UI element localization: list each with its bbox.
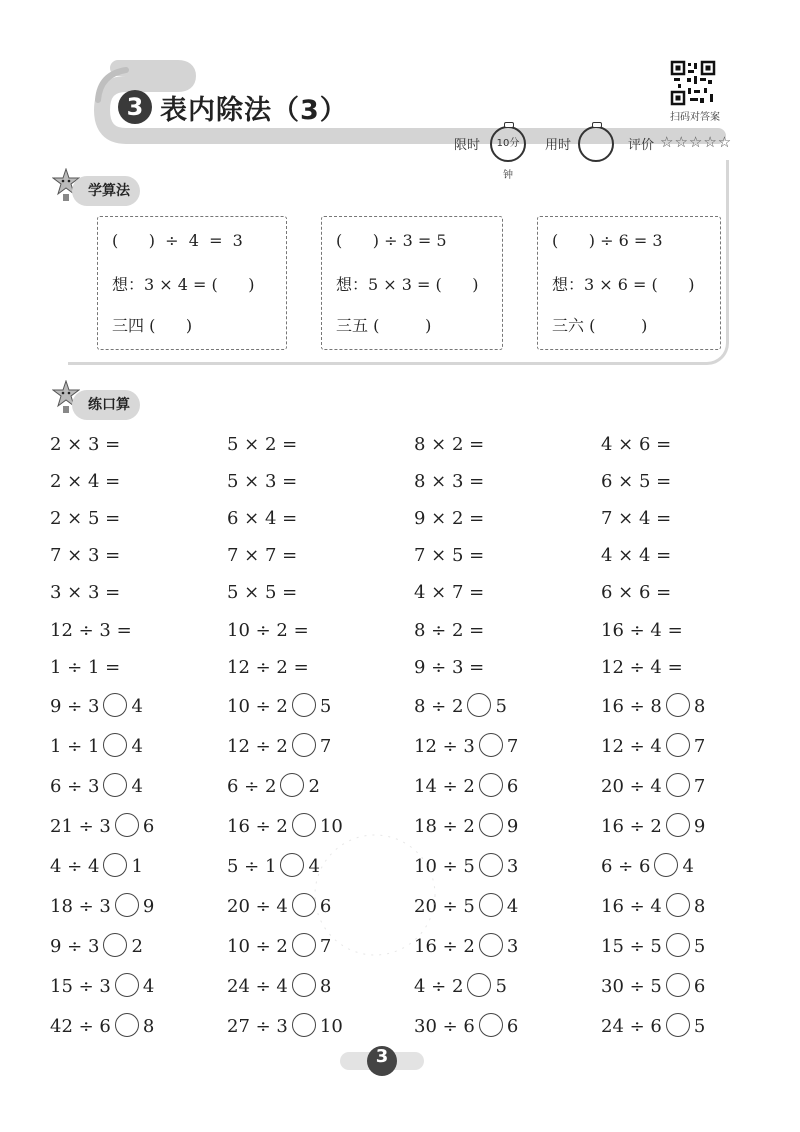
comparison-right: 4 xyxy=(131,776,143,797)
comparison-item xyxy=(50,892,154,922)
comparison-item xyxy=(414,692,507,722)
comparison-right: 4 xyxy=(682,856,694,877)
qr-code-icon[interactable] xyxy=(670,60,716,106)
comparison-right: 4 xyxy=(142,976,155,997)
time-limit-timer-icon xyxy=(490,126,526,181)
comparison-left: 16 ÷ 2 xyxy=(227,816,288,837)
comparison-left: 10 ÷ 2 xyxy=(227,696,288,717)
exercise-item[interactable]: 1 ÷ 1 = xyxy=(50,657,121,678)
comparison-left: 15 ÷ 5 xyxy=(601,936,662,957)
comparison-item xyxy=(227,692,331,722)
exercise-item[interactable]: 9 × 2 = xyxy=(414,508,485,529)
comparison-left: 1 ÷ 1 xyxy=(50,736,100,757)
method-box-3 xyxy=(537,216,721,350)
comparison-item xyxy=(50,732,143,762)
comparison-right: 2 xyxy=(131,936,143,957)
comparison-left: 15 ÷ 3 xyxy=(50,976,111,997)
method-think: 想：3 × 6 = ( ) xyxy=(552,275,695,294)
compare-circle-blank[interactable] xyxy=(280,773,304,797)
exercise-item[interactable]: 10 ÷ 2 = xyxy=(227,620,309,641)
comparison-left: 4 ÷ 4 xyxy=(50,856,100,877)
watermark-stamp xyxy=(300,820,450,970)
comparison-left: 10 ÷ 2 xyxy=(227,936,288,957)
compare-circle-blank[interactable] xyxy=(467,693,491,717)
comparison-right: 8 xyxy=(319,976,332,997)
comparison-item xyxy=(227,772,320,802)
comparison-right: 4 xyxy=(131,736,143,757)
comparison-right: 1 xyxy=(131,856,143,877)
comparison-right: 6 xyxy=(142,816,155,837)
compare-circle-blank[interactable] xyxy=(292,693,316,717)
comparison-right: 5 xyxy=(693,936,706,957)
exercise-item[interactable]: 12 ÷ 2 = xyxy=(227,657,309,678)
time-used-timer-icon[interactable] xyxy=(578,126,614,162)
exercise-item[interactable]: 6 × 4 = xyxy=(227,508,298,529)
comparison-right: 2 xyxy=(308,776,320,797)
comparison-left: 4 ÷ 2 xyxy=(414,976,464,997)
compare-circle-blank[interactable] xyxy=(479,853,503,877)
comparison-item xyxy=(50,1012,154,1042)
comparison-left: 24 ÷ 6 xyxy=(601,1016,662,1037)
compare-circle-blank[interactable] xyxy=(467,973,491,997)
compare-circle-blank[interactable] xyxy=(666,733,690,757)
exercise-item[interactable]: 2 × 3 = xyxy=(50,434,121,455)
comparison-left: 16 ÷ 2 xyxy=(601,816,662,837)
comparison-item xyxy=(50,932,143,962)
comparison-right: 9 xyxy=(693,816,706,837)
compare-circle-blank[interactable] xyxy=(115,1013,139,1037)
exercise-item[interactable]: 8 ÷ 2 = xyxy=(414,620,485,641)
exercise-item[interactable]: 5 × 3 = xyxy=(227,471,298,492)
comparison-right: 5 xyxy=(495,696,507,717)
exercise-item[interactable]: 16 ÷ 4 = xyxy=(601,620,683,641)
exercise-item[interactable]: 4 × 6 = xyxy=(601,434,672,455)
method-rhyme: 三六 ( ) xyxy=(552,316,648,335)
comparison-item xyxy=(414,772,518,802)
comparison-right: 6 xyxy=(506,1016,519,1037)
method-box-2 xyxy=(321,216,503,350)
compare-circle-blank[interactable] xyxy=(479,733,503,757)
comparison-left: 5 ÷ 1 xyxy=(227,856,277,877)
compare-circle-blank[interactable] xyxy=(666,893,690,917)
compare-circle-blank[interactable] xyxy=(479,773,503,797)
section-title-practice: 练口算 xyxy=(72,390,140,420)
exercise-item[interactable]: 5 × 2 = xyxy=(227,434,298,455)
exercise-item[interactable]: 12 ÷ 4 = xyxy=(601,657,683,678)
compare-circle-blank[interactable] xyxy=(103,733,127,757)
exercise-item[interactable]: 12 ÷ 3 = xyxy=(50,620,132,641)
compare-circle-blank[interactable] xyxy=(666,933,690,957)
exercise-item[interactable]: 2 × 5 = xyxy=(50,508,121,529)
compare-circle-blank[interactable] xyxy=(479,813,503,837)
exercise-item[interactable]: 8 × 2 = xyxy=(414,434,485,455)
comparison-item xyxy=(601,972,705,1002)
exercise-item[interactable]: 2 × 4 = xyxy=(50,471,121,492)
exercise-item[interactable]: 5 × 5 = xyxy=(227,582,298,603)
comparison-right: 9 xyxy=(142,896,155,917)
comparison-left: 27 ÷ 3 xyxy=(227,1016,288,1037)
exercise-item[interactable]: 3 × 3 = xyxy=(50,582,121,603)
compare-circle-blank[interactable] xyxy=(479,1013,503,1037)
comparison-item xyxy=(601,932,705,962)
method-equation: ( ) ÷ 3 = 5 xyxy=(336,231,447,250)
comparison-left: 10 ÷ 5 xyxy=(414,856,475,877)
exercise-item[interactable]: 4 × 4 = xyxy=(601,545,672,566)
comparison-left: 14 ÷ 2 xyxy=(414,776,475,797)
comparison-right: 10 xyxy=(319,1016,343,1037)
comparison-right: 7 xyxy=(319,936,332,957)
method-think: 想：3 × 4 = ( ) xyxy=(112,275,255,294)
comparison-right: 7 xyxy=(693,736,706,757)
comparison-item xyxy=(414,732,518,762)
comparison-left: 20 ÷ 4 xyxy=(601,776,662,797)
comparison-right: 4 xyxy=(506,896,519,917)
comparison-item xyxy=(50,852,143,882)
compare-circle-blank[interactable] xyxy=(292,973,316,997)
comparison-item xyxy=(601,732,705,762)
comparison-left: 16 ÷ 8 xyxy=(601,696,662,717)
exercise-item[interactable]: 7 × 4 = xyxy=(601,508,672,529)
comparison-item xyxy=(601,772,705,802)
comparison-right: 7 xyxy=(319,736,332,757)
comparison-item xyxy=(601,852,694,882)
compare-circle-blank[interactable] xyxy=(666,813,690,837)
comparison-right: 5 xyxy=(693,1016,706,1037)
compare-circle-blank[interactable] xyxy=(666,973,690,997)
comparison-left: 42 ÷ 6 xyxy=(50,1016,111,1037)
comparison-left: 24 ÷ 4 xyxy=(227,976,288,997)
comparison-right: 6 xyxy=(506,776,519,797)
comparison-left: 9 ÷ 3 xyxy=(50,936,100,957)
method-equation: ( ) ÷ 4 = 3 xyxy=(112,231,243,250)
comparison-left: 16 ÷ 4 xyxy=(601,896,662,917)
comparison-right: 8 xyxy=(142,1016,155,1037)
comparison-right: 8 xyxy=(693,896,706,917)
lesson-title: 表内除法（3） xyxy=(160,95,348,126)
lesson-number-badge: 3 xyxy=(118,90,152,124)
comparison-item xyxy=(601,892,705,922)
comparison-right: 10 xyxy=(319,816,343,837)
comparison-left: 12 ÷ 4 xyxy=(601,736,662,757)
compare-circle-blank[interactable] xyxy=(103,853,127,877)
comparison-right: 4 xyxy=(308,856,320,877)
rating-stars-icon[interactable]: ☆☆☆☆☆ xyxy=(660,133,733,151)
comparison-right: 7 xyxy=(506,736,519,757)
comparison-left: 20 ÷ 4 xyxy=(227,896,288,917)
comparison-item xyxy=(50,692,143,722)
comparison-item xyxy=(414,1012,518,1042)
exercise-item[interactable]: 6 × 6 = xyxy=(601,582,672,603)
comparison-item xyxy=(50,972,154,1002)
comparison-item xyxy=(50,812,154,842)
comparison-item xyxy=(601,812,705,842)
comparison-left: 30 ÷ 6 xyxy=(414,1016,475,1037)
compare-circle-blank[interactable] xyxy=(292,1013,316,1037)
compare-circle-blank[interactable] xyxy=(115,813,139,837)
compare-circle-blank[interactable] xyxy=(103,773,127,797)
comparison-left: 30 ÷ 5 xyxy=(601,976,662,997)
comparison-item xyxy=(227,732,331,762)
comparison-left: 18 ÷ 2 xyxy=(414,816,475,837)
page-number: 3 xyxy=(367,1046,397,1076)
compare-circle-blank[interactable] xyxy=(654,853,678,877)
method-equation: ( ) ÷ 6 = 3 xyxy=(552,231,663,250)
comparison-left: 20 ÷ 5 xyxy=(414,896,475,917)
exercise-item[interactable]: 4 × 7 = xyxy=(414,582,485,603)
compare-circle-blank[interactable] xyxy=(479,933,503,957)
comparison-left: 12 ÷ 2 xyxy=(227,736,288,757)
comparison-right: 6 xyxy=(693,976,706,997)
compare-circle-blank[interactable] xyxy=(479,893,503,917)
compare-circle-blank[interactable] xyxy=(115,893,139,917)
exercise-item[interactable]: 6 × 5 = xyxy=(601,471,672,492)
comparison-right: 3 xyxy=(506,856,519,877)
comparison-item xyxy=(50,772,143,802)
comparison-item xyxy=(601,692,705,722)
exercise-item[interactable]: 7 × 7 = xyxy=(227,545,298,566)
comparison-right: 9 xyxy=(506,816,519,837)
exercise-item[interactable]: 7 × 3 = xyxy=(50,545,121,566)
comparison-right: 4 xyxy=(131,696,143,717)
qr-caption: 扫码对答案 xyxy=(670,112,720,123)
comparison-left: 6 ÷ 2 xyxy=(227,776,277,797)
method-rhyme: 三五 ( ) xyxy=(336,316,432,335)
time-limit-value: 10分钟 xyxy=(496,138,520,181)
compare-circle-blank[interactable] xyxy=(666,773,690,797)
time-used-label: 用时 xyxy=(545,138,572,153)
exercise-item[interactable]: 8 × 3 = xyxy=(414,471,485,492)
comparison-right: 5 xyxy=(319,696,332,717)
comparison-left: 16 ÷ 2 xyxy=(414,936,475,957)
method-box-1 xyxy=(97,216,287,350)
time-limit-label: 限时 xyxy=(454,138,481,153)
compare-circle-blank[interactable] xyxy=(103,693,127,717)
comparison-right: 6 xyxy=(319,896,332,917)
comparison-left: 12 ÷ 3 xyxy=(414,736,475,757)
comparison-item xyxy=(227,972,331,1002)
comparison-item xyxy=(601,1012,705,1042)
section-title-method: 学算法 xyxy=(72,176,140,206)
comparison-left: 8 ÷ 2 xyxy=(414,696,464,717)
comparison-left: 21 ÷ 3 xyxy=(50,816,111,837)
comparison-left: 6 ÷ 6 xyxy=(601,856,651,877)
comparison-left: 18 ÷ 3 xyxy=(50,896,111,917)
compare-circle-blank[interactable] xyxy=(666,1013,690,1037)
comparison-right: 8 xyxy=(693,696,706,717)
comparison-right: 5 xyxy=(495,976,507,997)
comparison-item xyxy=(414,972,507,1002)
compare-circle-blank[interactable] xyxy=(115,973,139,997)
method-rhyme: 三四 ( ) xyxy=(112,316,193,335)
compare-circle-blank[interactable] xyxy=(666,693,690,717)
comparison-right: 7 xyxy=(693,776,706,797)
exercise-item[interactable]: 9 ÷ 3 = xyxy=(414,657,485,678)
comparison-item xyxy=(227,1012,343,1042)
compare-circle-blank[interactable] xyxy=(292,733,316,757)
exercise-item[interactable]: 7 × 5 = xyxy=(414,545,485,566)
comparison-right: 3 xyxy=(506,936,519,957)
method-think: 想：5 × 3 = ( ) xyxy=(336,275,479,294)
comparison-left: 6 ÷ 3 xyxy=(50,776,100,797)
comparison-left: 9 ÷ 3 xyxy=(50,696,100,717)
rating-label: 评价 xyxy=(628,138,655,153)
compare-circle-blank[interactable] xyxy=(103,933,127,957)
